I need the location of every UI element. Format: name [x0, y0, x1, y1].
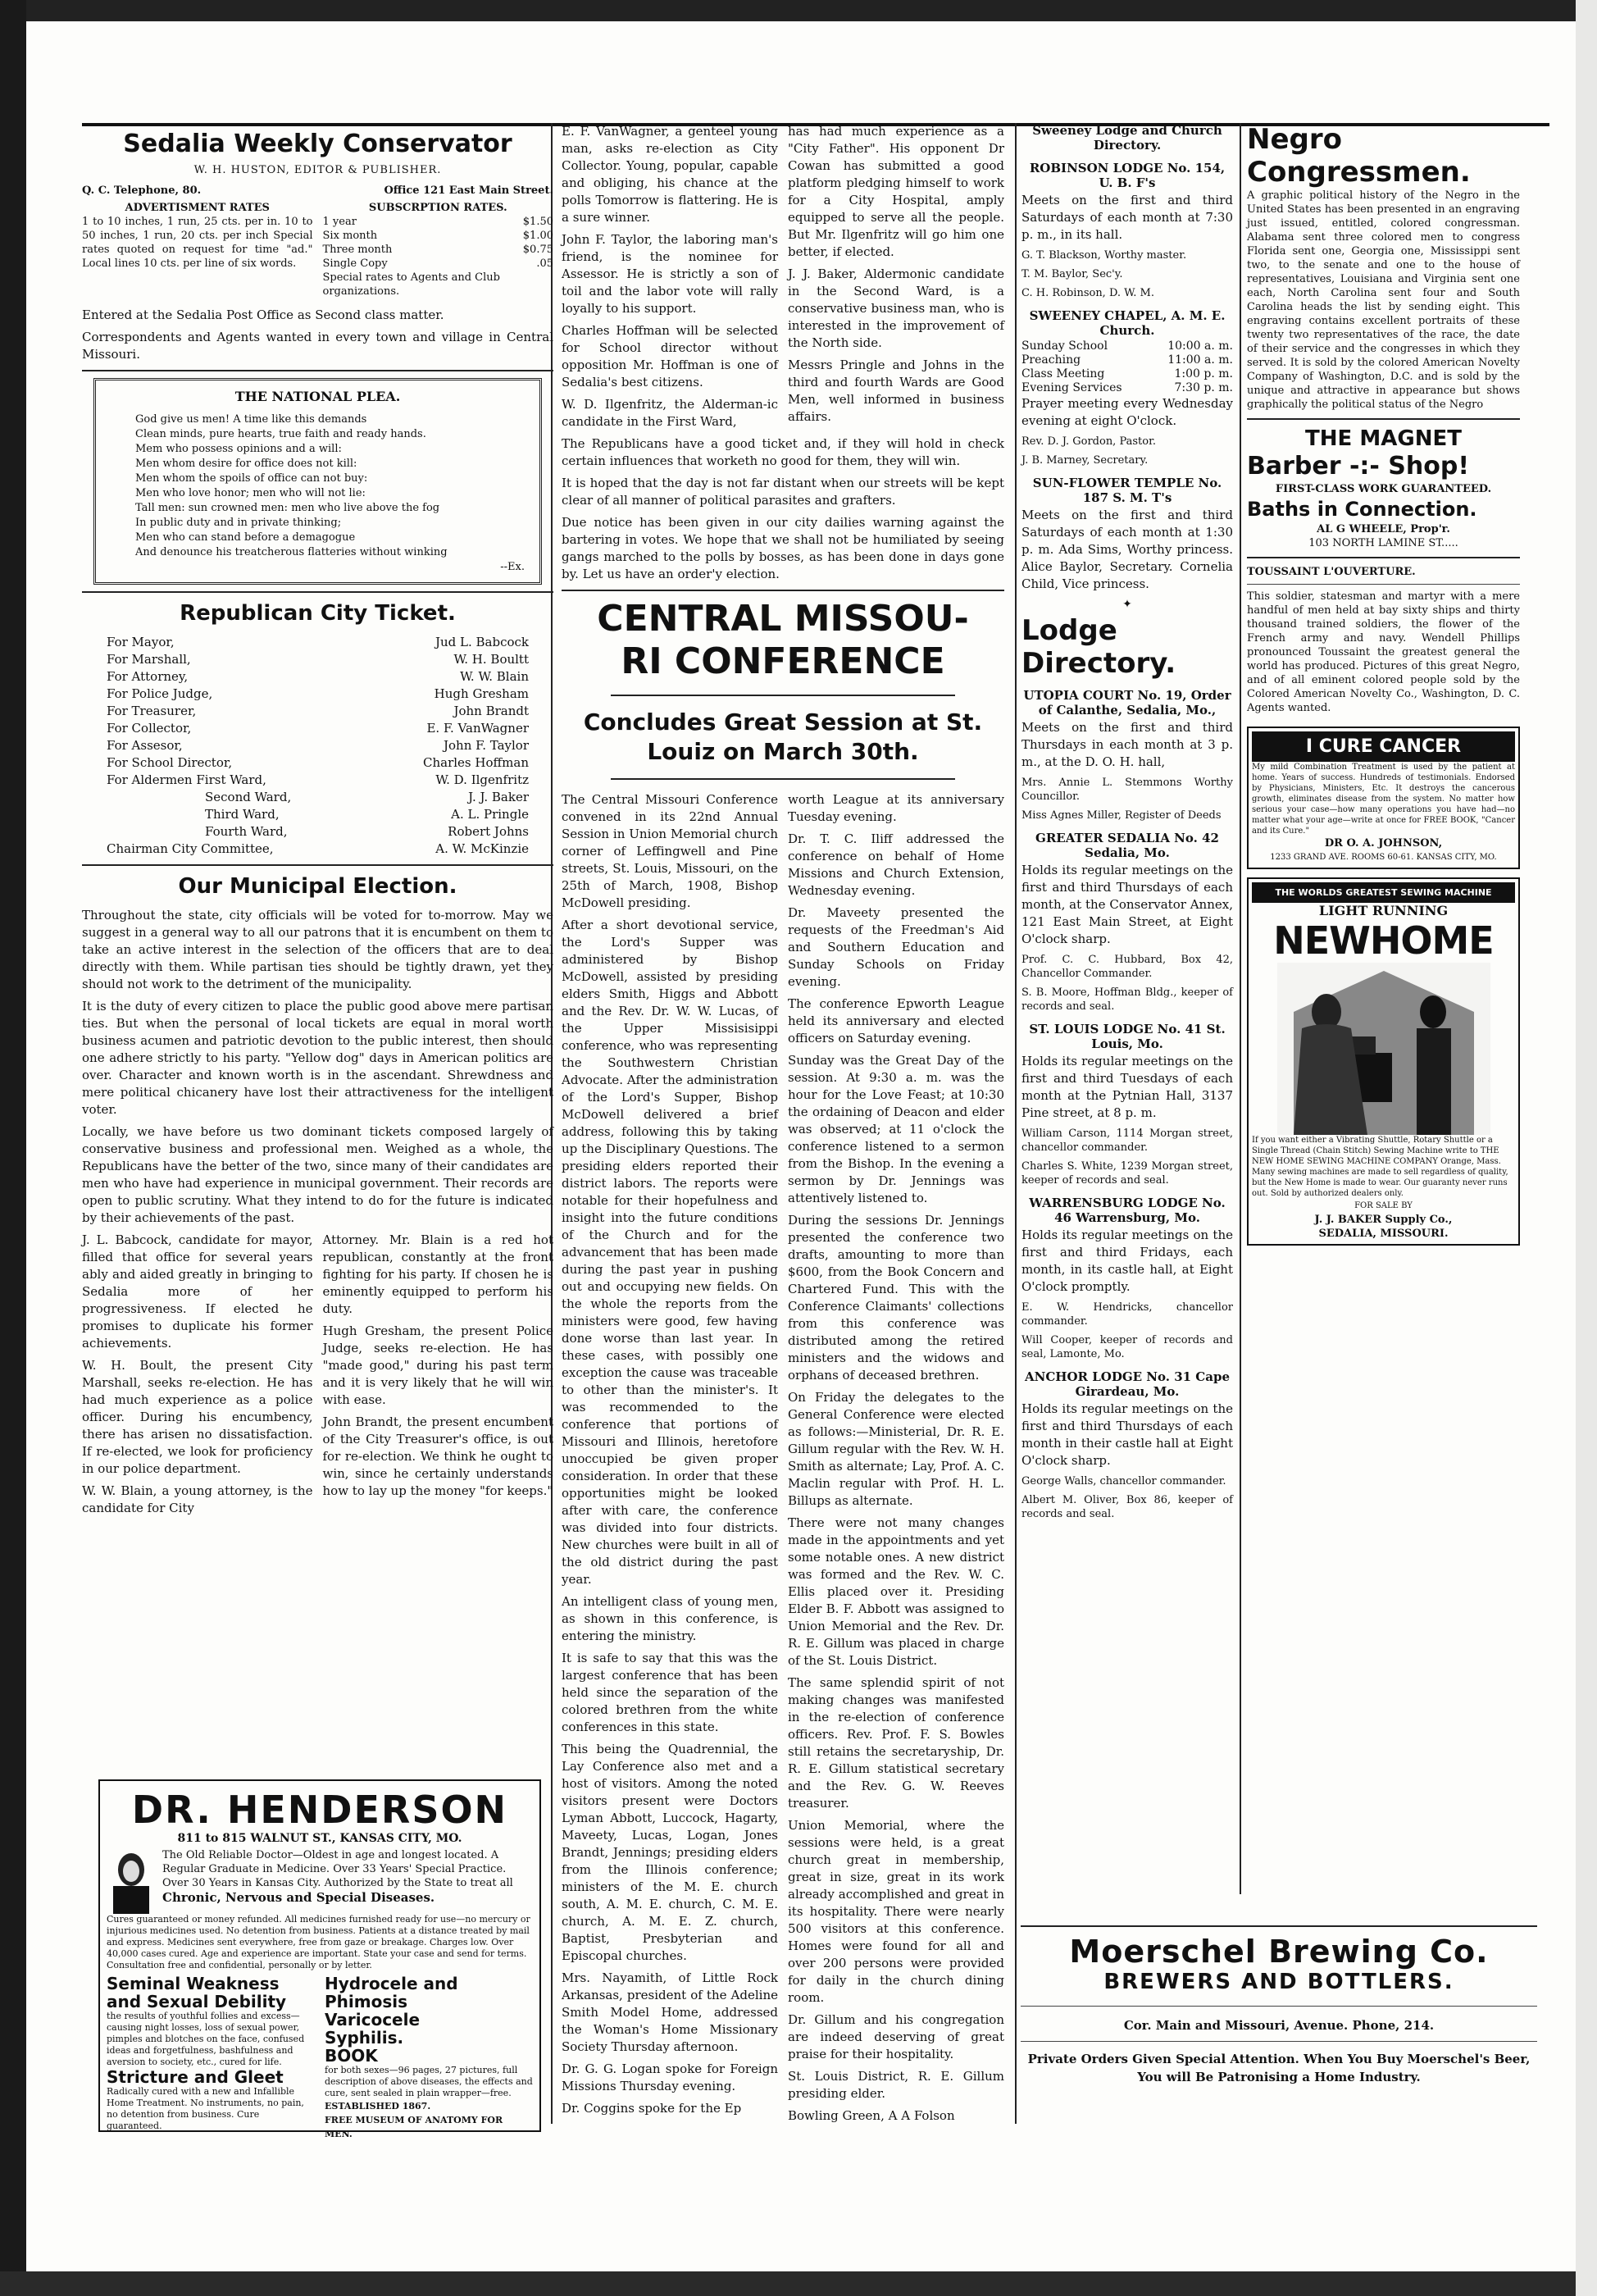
- conference-paragraph: The conference Epworth League held its anniversary and elected officers on Saturday evening.: [788, 996, 1004, 1046]
- ticket-office: For Assesor,: [107, 738, 183, 753]
- separator-star-icon: ✦: [1122, 598, 1132, 611]
- ticket-office: Chairman City Committee,: [107, 841, 274, 856]
- scan-border-top: [0, 0, 1597, 21]
- conference-paragraph: Dr. G. G. Logan spoke for Foreign Missions Thursday evening.: [562, 2061, 778, 2093]
- ticket-row: [107, 840, 529, 858]
- rate-label: 1 year: [322, 216, 357, 228]
- henderson-book-text: for both sexes—96 pages, 27 pictures, full description of above diseases, the effects and cure, sent sealed in plain wrapper—free.: [325, 2065, 533, 2098]
- article-paragraph: Charles Hoffman will be selected for School director without opposition Mr. Hoffman is one of Sedalia's best citizens.: [562, 323, 778, 390]
- ticket-name: W. D. Ilgenfritz: [435, 772, 529, 787]
- ticket-list: [82, 634, 553, 858]
- rate-value: $0.75: [522, 244, 553, 256]
- conference-paragraph: An intelligent class of young men, as shown in this conference, is entering the ministry.: [562, 1594, 778, 1643]
- lodge-text: Holds its regular meetings on the first and third Fridays, each month, in its castle hall, at Eight O'clock promptly.: [1021, 1228, 1233, 1294]
- ticket-row: [107, 686, 529, 703]
- conference-paragraph: Dr. Maveety presented the requests of the Freedman's Aid and Southern Education and Sunday Schools on Friday evening.: [788, 905, 1004, 989]
- henderson-left-head2: Stricture and Gleet: [107, 2067, 284, 2087]
- election-paragraph: Locally, we have before us two dominant tickets composed largely of conservative business and professional men. Weighed as a whole, the Republicans have the better of the two, since many of their candidates are men who have had experience in municipal government. Their records are open to public scrutiny. What they intend to do for the future is indicated by their achievements of the past.: [82, 1124, 553, 1225]
- poem-line: God give us men! A time like this demands: [135, 413, 367, 426]
- poem-line: Clean minds, pure hearts, true faith and ready hands.: [135, 428, 426, 440]
- lodge-text: Prayer meeting every Wednesday evening at eight O'clock.: [1021, 396, 1233, 428]
- henderson-left-head: Seminal Weakness and Sexual Debility: [107, 1974, 287, 2011]
- lodge-officer: Miss Agnes Miller, Register of Deeds: [1021, 809, 1222, 822]
- dealer-city: SEDALIA, MISSOURI.: [1318, 1228, 1449, 1240]
- conference-paragraph: Union Memorial, where the sessions were held, is a great church great in membership, great in size, great in its work already accomplished and great in its hospitality. There were nearly 500 visitors at this conference. Homes were found for all and over 200 persons were provided for daily in the church dining room.: [788, 1818, 1004, 2005]
- conference-paragraph: Dr. Coggins spoke for the Ep: [562, 2101, 742, 2116]
- lodge-text: Holds its regular meetings on the first and third Thursdays of each month, at the Conservator Annex, 121 East Main Street, at Eight O'clock sharp.: [1021, 863, 1233, 946]
- election-title: Our Municipal Election.: [178, 874, 457, 899]
- column-3: [1017, 123, 1238, 1902]
- divider: [1021, 1925, 1537, 1927]
- divider: [562, 590, 1004, 591]
- divider: [611, 778, 955, 780]
- conference-paragraph: There were not many changes made in the appointments and yet some notable ones. A new district was formed and the Rev. W. C. Ellis placed over it. Presiding Elder B. F. Abbott was assigned to Union Memorial and the Rev. Dr. R. E. Gillum was placed in charge of the St. Louis District.: [788, 1515, 1004, 1668]
- conference-paragraph: It is safe to say that this was the largest conference that has been held since the separation of the colored brethren from the white conferences in this state.: [562, 1651, 778, 1734]
- lodge-heading: ANCHOR LODGE No. 31 Cape Girardeau, Mo.: [1025, 1369, 1230, 1399]
- poem-line: Tall men: sun crowned men: men who live above the fog: [135, 502, 440, 514]
- poem-line: Mem who possess opinions and a will:: [135, 443, 342, 455]
- ticket-name: Jud L. Babcock: [435, 635, 529, 649]
- ticket-name: A. L. Pringle: [451, 807, 529, 822]
- ticket-row: [107, 823, 529, 840]
- cancer-doctor: DR O. A. JOHNSON,: [1324, 837, 1443, 850]
- magnet-address: 103 NORTH LAMINE ST.....: [1308, 537, 1458, 549]
- ticket-office: For Marshall,: [107, 652, 191, 667]
- service-time: 1:00 p. m.: [1174, 367, 1233, 380]
- masthead-office: Office 121 East Main Street.: [384, 184, 553, 197]
- lodge-officer: S. B. Moore, Hoffman Bldg., keeper of records and seal.: [1021, 986, 1233, 1013]
- brewing-title: Moerschel Brewing Co.: [1069, 1934, 1489, 1970]
- ticket-office: Fourth Ward,: [205, 824, 288, 839]
- cancer-text: My mild Combination Treatment is used by the patient at home. Years of success. Hundreds of testimonials. Endorsed by Physicians, Ministers, Etc. It destroys the cancerous growth, eliminates disease from the system. No matter how serious your case—how many operations you have had—no matter what your age—write at once for FREE BOOK, "Cancer and its Cure.": [1252, 763, 1515, 836]
- divider: [1021, 2041, 1537, 2042]
- lodge-heading: SUN-FLOWER TEMPLE No. 187 S. M. T's: [1032, 476, 1222, 505]
- conference-subtitle: Concludes Great Session at St. Louiz on March 30th.: [583, 708, 983, 765]
- rate-label: Single Copy: [322, 257, 388, 270]
- henderson-left-text2: Radically cured with a new and Infallible Home Treatment. No instruments, no pain, no detention from business. Cure guaranteed.: [107, 2086, 304, 2131]
- lodge-officer: Charles S. White, 1239 Morgan street, keeper of records and seal.: [1021, 1160, 1233, 1187]
- ticket-office: For Mayor,: [107, 635, 175, 649]
- conference-paragraph: This being the Quadrennial, the Lay Conference also met and a host of visitors. Among the noted visitors present were Doctors Lyman Abbott, Luccock, Hagarty, Maveety, Lucas, Logan, Jones Brandt, Jennings; presiding elders from the Illinois conference; ministers of the M. E. church south, A. M. E. church, C. M. E. church, A. M. E. Z. church, Baptist, Presbyterian and Episcopal churches.: [562, 1742, 778, 1963]
- rate-value: $1.00: [522, 230, 553, 242]
- poem-line: And denounce his treatcherous flatteries without winking: [135, 546, 448, 558]
- lodge-officer: George Walls, chancellor commander.: [1021, 1475, 1226, 1487]
- masthead-title: Sedalia Weekly Conservator: [123, 130, 512, 158]
- election-paragraph: Attorney. Mr. Blain is a red hot republican, constantly at the front fighting for his party. If chosen he is eminently equipped to perform his duty.: [322, 1232, 553, 1316]
- lodge-officer: Rev. D. J. Gordon, Pastor.: [1021, 435, 1157, 448]
- ticket-name: Hugh Gresham: [434, 686, 529, 701]
- henderson-left-text: the results of youthful follies and excess—causing night losses, loss of sexual power, pimples and blotches on the face, confused ideas and forgetfulness, bashfulness and aversion to society, etc., cured for life.: [107, 2011, 305, 2067]
- ticket-office: For Police Judge,: [107, 686, 213, 701]
- doctor-portrait-icon: [107, 1848, 156, 1914]
- conference-paragraph: Sunday was the Great Day of the session. At 9:30 a. m. was the hour for the Love Feast; at 10:30 the ordaining of Deacon and elder was observed; at 11 o'clock the conference listened to a sermon from the Bishop. In the evening a sermon by Dr. Jennings was attentively listened to.: [788, 1053, 1004, 1205]
- ticket-office: For Aldermen First Ward,: [107, 772, 266, 787]
- conference-paragraph: On Friday the delegates to the General Conference were elected as follows:—Ministerial, Dr. R. E. Gillum regular with the Rev. W. H. Smith as alternate; Lay, Prof. A. C. Maclin regular with Prof. H. L. Billups as alternate.: [788, 1390, 1004, 1508]
- scan-border-bottom: [0, 2271, 1597, 2296]
- henderson-ad: [98, 1779, 541, 2139]
- henderson-cures: Cures guaranteed or money refunded. All medicines furnished ready for use—no mercury or injurious medicines used. No detention from business. Patients at a distance treated by mail and express. Medicines sent everywhere, free from gaze or breakage. Charges low. Over 40,000 cases cured. Age and experience are important. State your case and send for terms. Consultation free and confidential, personally or by letter.: [107, 1914, 530, 1970]
- conference-paragraph: After a short devotional service, the Lord's Supper was administered by Bishop McDowell, assisted by presiding elders Smith, Higgs and Abbott and the Rev. Dr. W. W. Lucas, of the Upper Missisisippi conference, who was representing the Southwestern Christian Advocate. After the administration of the Lord's Supper, Bishop McDowell delivered a brief address, following this by taking up the Disciplinary Questions. The presiding elders reported their district labors. The reports were notable for their hopefulness and insight into the future conditions of the Church and for the advancement that has been made during the past year in pushing out and occupying new fields. On the whole the reports from the ministers were good, few having done worse than last year. In these cases, with possibly one exception the cause was traceable to other than the minister's. It was recommended to the conference that portions of Missouri and Illinois, heretofore unoccupied be given proper consideration. In order that these opportunities might be looked after with care, the conference was divided into four districts. New churches were built in all of the old district during the past year.: [562, 918, 778, 1587]
- sewing-text: If you want either a Vibrating Shuttle, Rotary Shuttle or a Single Thread (Chain Stitch) Sewing Machine write to THE NEW HOME SEWING MACHINE COMPANY Orange, Mass.: [1252, 1136, 1501, 1166]
- sewing-text-2: Many sewing machines are made to sell regardless of quality, but the New Home is made to wear. Our guaranty never runs out. Sold by authorized dealers only.: [1252, 1168, 1508, 1198]
- lodge-heading: GREATER SEDALIA No. 42 Sedalia, Mo.: [1035, 831, 1219, 860]
- plea-title: THE NATIONAL PLEA.: [234, 389, 401, 404]
- lodge-text: Holds its regular meetings on the first and third Tuesdays of each month at the Pytnian Hall, 3137 Pine street, at 8 p. m.: [1021, 1054, 1233, 1120]
- poem-line: Men who love honor; men who will not lie:: [135, 487, 366, 499]
- ticket-name: J. J. Baker: [468, 790, 529, 804]
- adv-rates-heading: ADVERTISMENT RATES: [125, 202, 270, 214]
- ticket-name: E. F. VanWagner: [426, 721, 529, 736]
- sewing-machine-couple-illustration-icon: [1277, 963, 1490, 1135]
- toussaint-title: TOUSSAINT L'OUVERTURE.: [1247, 566, 1416, 578]
- ticket-row: [107, 634, 529, 651]
- ticket-row: [107, 806, 529, 823]
- conference-paragraph: During the sessions Dr. Jennings presented the conference two drafts, amounting to more than $600, from the Book Concern and Chartered Fund. This with the Conference Claimants' collections from this conference was distributed among the retired ministers and the widows and orphans of deceased brethren.: [788, 1213, 1004, 1383]
- sewing-title: THE WORLDS GREATEST SEWING MACHINE: [1252, 882, 1515, 903]
- henderson-title: DR. HENDERSON: [131, 1788, 508, 1832]
- lodge-text: Meets on the first and third Saturdays of each month at 7:30 p. m., in its hall.: [1021, 193, 1233, 242]
- lodge-officer: Prof. C. C. Hubbard, Box 42, Chancellor Commander.: [1021, 954, 1233, 980]
- light-running: LIGHT RUNNING: [1318, 903, 1449, 918]
- poem-line: In public duty and in private thinking;: [135, 517, 342, 529]
- column-rule: [1240, 123, 1241, 1894]
- election-paragraph: W. H. Boult, the present City Marshall, seeks re-election. He has had much experience as a police officer. During his encumbency, there has arisen no dissatisfaction. If re-elected, we look for proficiency in our police department.: [82, 1358, 313, 1476]
- masthead-editor: W. H. HUSTON, EDITOR & PUBLISHER.: [193, 164, 442, 176]
- lodge-officer: Will Cooper, keeper of records and seal, Lamonte, Mo.: [1021, 1334, 1233, 1360]
- lodge-officer: T. M. Baylor, Sec'y.: [1021, 268, 1123, 280]
- conference-paragraph: Bowling Green, A A Folson: [788, 2108, 955, 2123]
- ticket-row: [107, 668, 529, 686]
- dealer-name: J. J. BAKER Supply Co.,: [1314, 1214, 1453, 1226]
- ticket-office: For Collector,: [107, 721, 192, 736]
- divider: [1247, 584, 1520, 585]
- service-label: Class Meeting: [1021, 367, 1105, 380]
- column-2: [553, 123, 1012, 2124]
- article-paragraph: J. J. Baker, Aldermonic candidate in the Second Ward, is a conservative business man, who is interested in the improvement of the North side.: [788, 266, 1004, 350]
- article-paragraph: E. F. VanWagner, a genteel young man, asks re-election as City Collector. Young, popular, capable and obliging, his chance at the polls Tomorrow is flattering. He is a sure winner.: [562, 124, 778, 225]
- lodge-officer: G. T. Blackson, Worthy master.: [1021, 249, 1187, 262]
- article-paragraph: It is hoped that the day is not far distant when our streets will be kept clear of all manner of political parasites and grafters.: [562, 476, 1004, 508]
- magnet-line: FIRST-CLASS WORK GUARANTEED.: [1275, 483, 1492, 495]
- lodge-heading: ROBINSON LODGE No. 154, U. B. F's: [1029, 161, 1226, 190]
- henderson-address: 811 to 815 WALNUT ST., KANSAS CITY, MO.: [177, 1832, 462, 1845]
- sweeney-directory-title: Sweeney Lodge and Church Directory.: [1032, 123, 1222, 153]
- brewing-subtitle: BREWERS AND BOTTLERS.: [1103, 1970, 1454, 1994]
- henderson-established: ESTABLISHED 1867.: [325, 2101, 431, 2112]
- service-label: Sunday School: [1021, 339, 1108, 353]
- ticket-name: Robert Johns: [448, 824, 529, 839]
- lodge-text: Holds its regular meetings on the first and third Thursdays of each month in their castle hall at Eight O'clock sharp.: [1021, 1401, 1233, 1468]
- henderson-right-head2: Varicocele: [325, 2010, 421, 2029]
- henderson-specialty: Chronic, Nervous and Special Diseases.: [162, 1890, 435, 1905]
- service-time: 10:00 a. m.: [1167, 339, 1233, 353]
- henderson-intro: The Old Reliable Doctor—Oldest in age and longest located. A Regular Graduate in Medicine. Over 33 Years' Special Practice. Over 30 Years in Kansas City. Authorized by the State to treat all: [162, 1849, 513, 1889]
- divider: [82, 370, 553, 371]
- baths-line: Baths in Connection.: [1247, 498, 1477, 521]
- lodge-heading: SWEENEY CHAPEL, A. M. E. Church.: [1029, 308, 1226, 338]
- election-paragraph: W. W. Blain, a young attorney, is the candidate for City: [82, 1483, 313, 1515]
- ticket-name: W. W. Blain: [460, 669, 529, 684]
- negro-congressmen-title: Negro Congressmen.: [1247, 123, 1471, 189]
- conference-paragraph: Dr. T. C. Iliff addressed the conference on behalf of Home Missions and Church Extension, Wednesday evening.: [788, 831, 1004, 898]
- conference-paragraph: The Central Missouri Conference convened in its 22nd Annual Session in Union Memorial church corner of Leffingwell and Pine streets, St. Louis, Missouri, on the 25th of March, 1908, Bishop McDowell presiding.: [562, 792, 778, 910]
- lodge-heading: ST. LOUIS LODGE No. 41 St. Louis, Mo.: [1029, 1022, 1226, 1051]
- lodge-officer: William Carson, 1114 Morgan street, chancellor commander.: [1021, 1128, 1233, 1154]
- conference-paragraph: worth League at its anniversary Tuesday evening.: [788, 792, 1004, 824]
- scan-border-left: [0, 0, 26, 2296]
- ticket-name: John Brandt: [453, 704, 529, 718]
- henderson-right-head: Hydrocele and Phimosis: [325, 1974, 458, 2011]
- poem-line: Men who can stand before a demagogue: [135, 531, 356, 544]
- ticket-row: [107, 651, 529, 668]
- brewing-address: Cor. Main and Missouri, Avenue. Phone, 214.: [1123, 2018, 1435, 2033]
- sub-rates-heading: SUBSCRPTION RATES.: [368, 202, 507, 214]
- election-paragraph: John Brandt, the present encumbent of the City Treasurer's office, is out for re-election. We think he ought to win, since he certainly understands how to lay up the money "for keeps.": [322, 1414, 553, 1498]
- magnet-title: THE MAGNET: [1305, 426, 1462, 451]
- ticket-row: [107, 754, 529, 772]
- agents-notice: Correspondents and Agents wanted in every town and village in Central Missouri.: [82, 330, 553, 362]
- service-label: Evening Services: [1021, 381, 1122, 394]
- service-label: Preaching: [1021, 353, 1081, 367]
- henderson-book: BOOK: [325, 2046, 378, 2066]
- newhome-ad: [1247, 877, 1520, 1246]
- conference-paragraph: St. Louis District, R. E. Gillum presiding elder.: [788, 2069, 1004, 2101]
- lodge-officer: J. B. Marney, Secretary.: [1021, 454, 1149, 467]
- rate-value: $1.50: [522, 216, 553, 228]
- conference-paragraph: Mrs. Nayamith, of Little Rock Arkansas, president of the Adeline Smith Model Home, addressed the Woman's Home Missionary Society Thursday afternoon.: [562, 1970, 778, 2054]
- magnet-subtitle: Barber -:- Shop!: [1247, 452, 1470, 481]
- ticket-name: W. H. Boultt: [453, 652, 529, 667]
- article-paragraph: Due notice has been given in our city dailies warning against the bartering in votes. We hope that we shall not be humiliated by seeing gangs marched to the polls by bosses, as has been done in days gone by. Let us have an order'y election.: [562, 515, 1004, 581]
- ticket-office: For School Director,: [107, 755, 233, 770]
- lodge-officer: Albert M. Oliver, Box 86, keeper of records and seal.: [1021, 1494, 1233, 1520]
- moerschel-brewing-ad: [1021, 1919, 1537, 2086]
- scan-border-right: [1576, 0, 1597, 2296]
- rate-label: Six month: [322, 230, 378, 242]
- lodge-heading: WARRENSBURG LODGE No. 46 Warrensburg, Mo.: [1029, 1196, 1226, 1225]
- divider: [82, 591, 553, 593]
- ticket-name: A. W. McKinzie: [435, 841, 529, 856]
- ticket-office: For Treasurer,: [107, 704, 197, 718]
- plea-credit: --Ex.: [500, 561, 525, 573]
- election-paragraph: J. L. Babcock, candidate for mayor, filled that office for several years ably and aided greatly in bringing to Sedalia more of her progressiveness. If elected he promises to duplicate his former achievements.: [82, 1232, 313, 1351]
- newhome-title: NEWHOME: [1273, 918, 1494, 963]
- poem-line: Men whom desire for office does not kill:: [135, 458, 357, 470]
- divider: [1247, 557, 1520, 558]
- article-paragraph: has had much experience as a "City Father". His opponent Dr Cowan has submitted a good platform pledging himself to work for a City Hospital, amply equipped to serve all the people. But Mr. Ilgenfritz will go him one better, if elected.: [788, 124, 1004, 259]
- cancer-address: 1233 GRAND AVE. ROOMS 60-61. KANSAS CITY, MO.: [1270, 853, 1497, 862]
- brewing-note: Private Orders Given Special Attention. When You Buy Moerschel's Beer, You will Be Patronising a Home Industry.: [1027, 2052, 1531, 2084]
- lodge-heading: UTOPIA COURT No. 19, Order of Calanthe, Sedalia, Mo.,: [1023, 688, 1231, 718]
- lodge-officer: Mrs. Annie L. Stemmons Worthy Councillor.: [1021, 777, 1233, 803]
- magnet-proprietor: AL G WHEELE, Prop'r.: [1317, 523, 1450, 535]
- rate-label: Three month: [322, 244, 393, 256]
- ticket-row: [107, 703, 529, 720]
- masthead-telephone: Q. C. Telephone, 80.: [82, 184, 202, 197]
- service-time: 11:00 a. m.: [1167, 353, 1233, 367]
- ticket-row: [107, 772, 529, 789]
- conference-paragraph: The same splendid spirit of not making changes was manifested in the re-election of conference officers. Rev. Prof. F. S. Bowles still retains the secretaryship, Dr. R. E. Gillum statistical secretary and the Rev. G. W. Reeves treasurer.: [788, 1675, 1004, 1811]
- ticket-office: Third Ward,: [205, 807, 280, 822]
- conference-headline: CENTRAL MISSOU-: [597, 598, 969, 640]
- divider: [1247, 418, 1520, 420]
- for-sale-by: FOR SALE BY: [1354, 1201, 1413, 1210]
- article-paragraph: Messrs Pringle and Johns in the third and fourth Wards are Good Men, well informed in business affairs.: [788, 358, 1004, 424]
- divider: [611, 695, 955, 696]
- ticket-row: [107, 720, 529, 737]
- lodge-text: Meets on the first and third Saturdays of each month at 1:30 p. m. Ada Sims, Worthy princess. Alice Baylor, Secretary. Cornelia Child, Vice princess.: [1021, 508, 1233, 591]
- henderson-right-head3: Syphilis.: [325, 2028, 404, 2048]
- article-paragraph: The Republicans have a good ticket and, if they will hold in check certain influences that worketh no good for them, they will win.: [562, 436, 1004, 468]
- entered-notice: Entered at the Sedalia Post Office as Second class matter.: [82, 308, 444, 322]
- service-time: 7:30 p. m.: [1174, 381, 1233, 394]
- ticket-row: [107, 737, 529, 754]
- article-paragraph: John F. Taylor, the laboring man's friend, is the nominee for Assessor. He is strictly a son of toil and the labor vote will rally loyally to his support.: [562, 232, 778, 316]
- election-paragraph: Hugh Gresham, the present Police Judge, seeks re-election. He has "made good," during his past term and it is very likely that he will win with ease.: [322, 1323, 553, 1407]
- conference-paragraph: Dr. Gillum and his congregation are indeed deserving of great praise for their hospitality.: [788, 2012, 1004, 2061]
- election-paragraph: It is the duty of every citizen to place the public good above mere partisan ties. But when the personal of local tickets are equal in moral worth business acumen and patriotic devotion to the public interest, then should one adhere strictly to his party. "Yellow dog" days in American politics are over. Character and known worth is in the ascendant. Shrewdness and mere political chicanery have lost their attractiveness for the intelligent voter.: [82, 999, 553, 1117]
- adv-rates-text: 1 to 10 inches, 1 run, 25 cts. per in. 10 to 50 inches, 1 run, 20 cts. per inch Special rates quoted on request for time "ad." Local lines 10 cts. per line of six words.: [82, 216, 313, 270]
- lodge-officer: C. H. Robinson, D. W. M.: [1021, 287, 1154, 299]
- ticket-title: Republican City Ticket.: [180, 601, 456, 626]
- cancer-ad: [1247, 727, 1520, 869]
- rates-note: Special rates to Agents and Club organizations.: [322, 271, 500, 298]
- article-paragraph: W. D. Ilgenfritz, the Alderman-ic candidate in the First Ward,: [562, 397, 778, 429]
- negro-congressmen-text: A graphic political history of the Negro in the United States has been presented in an engraving just issued, entitled, colored congressman. Alabama sent three colored men to congress Florida sent one, Georgia one, Mississippi sent two, to the senate and one to the house of representatives, Louisiana and Virginia sent one each, North Carolina sent four and South Carolina heads the list by sending eight. This engraving contains excellent portraits of these twenty two representatives of the race, the date of their service and the congresses in which they served. It is sold by the colored American Novelty Company of Washington, D.C. and is sold by the unique and attractive in appearance but shows graphically the political status of the Negro: [1247, 189, 1520, 411]
- column-4: [1242, 123, 1525, 1902]
- henderson-museum: FREE MUSEUM OF ANATOMY FOR MEN.: [325, 2115, 503, 2139]
- rate-value: .05: [536, 257, 553, 270]
- election-paragraph: Throughout the state, city officials will be voted for to-morrow. May we suggest in a general way to all our patrons that it is encumbent on them to take an active interest in the selection of the officers that are to deal directly with them. While partisan ties should be tightly drawn, yet they should not work to the detriment of the municipality.: [82, 908, 553, 991]
- lodge-directory-title: Lodge Directory.: [1021, 614, 1176, 680]
- divider: [82, 864, 553, 866]
- poem-line: Men whom the spoils of office can not buy:: [135, 472, 368, 485]
- conference-headline: RI CONFERENCE: [621, 640, 945, 682]
- divider: [1021, 2006, 1537, 2007]
- ticket-name: John F. Taylor: [444, 738, 529, 753]
- cancer-title: I CURE CANCER: [1252, 731, 1515, 762]
- lodge-officer: E. W. Hendricks, chancellor commander.: [1021, 1301, 1233, 1328]
- ticket-row: [107, 789, 529, 806]
- ticket-office: Second Ward,: [205, 790, 292, 804]
- ticket-office: For Attorney,: [107, 669, 189, 684]
- ticket-name: Charles Hoffman: [423, 755, 529, 770]
- lodge-text: Meets on the first and third Thursdays in each month at 3 p. m., at the D. O. H. hall,: [1021, 720, 1233, 769]
- toussaint-text: This soldier, statesman and martyr with a mere handful of men held at bay sixty ships and thirty thousand trained soldiers, the flower of the French army and navy. Wendell Phillips pronounced Toussaint the greatest general the world has produced. Pictures of this great Negro, and of all eminent colored people sold by the Colored American Novelty Co., Washington, D. C. Agents wanted.: [1247, 590, 1520, 714]
- national-plea-box: [93, 378, 542, 585]
